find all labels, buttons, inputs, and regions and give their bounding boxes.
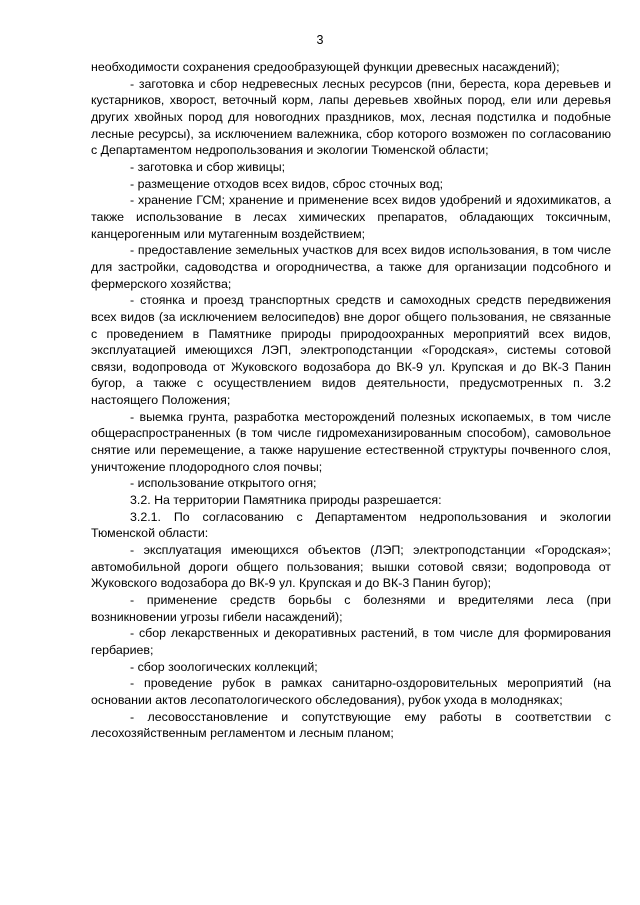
paragraph: - размещение отходов всех видов, сброс сточных вод;: [130, 176, 444, 191]
paragraph: - заготовка и сбор живицы;: [130, 159, 286, 174]
paragraph: - проведение рубок в рамках санитарно-оздоровительных мероприятий (на основании актов лесопатологического обследования), рубок ухода в молодняках;: [91, 676, 611, 707]
paragraph: - выемка грунта, разработка месторождений полезных ископаемых, в том числе общераспространенных (в том числе гидромеханизированным способом), самовольное снятие или перемещение, а также нарушение естественной структуры почвенного слоя, уничтожение плодородного слоя почвы;: [91, 409, 611, 474]
document-body: [91, 59, 611, 742]
paragraph: - хранение ГСМ; хранение и применение всех видов удобрений и ядохимикатов, а также использование в лесах химических препаратов, обладающих токсичным, канцерогенным или мутагенным воздействием;: [91, 193, 611, 241]
paragraph: - стоянка и проезд транспортных средств и самоходных средств передвижения всех видов (за исключением велосипедов) вне дорог общего пользования, не связанные с проведением в Памятнике природы природоохранных мероприятий всех видов, эксплуатацией имеющихся ЛЭП, электроподстанции «Городская», системы сотовой связи, водопровода от Жуковского водозабора до ВК-9 ул. Крупская и до ВК-3 Панин бугор, а также с осуществлением видов деятельности, предусмотренных п. 3.2 настоящего Положения;: [91, 293, 611, 408]
paragraph: - применение средств борьбы с болезнями и вредителями леса (при возникновении угрозы гибели насаждений);: [91, 593, 611, 624]
paragraph: необходимости сохранения средообразующей функции древесных насаждений);: [91, 60, 560, 74]
page-number: 3: [316, 33, 324, 47]
paragraph: - сбор лекарственных и декоративных растений, в том числе для формирования гербариев;: [91, 626, 611, 657]
paragraph: - предоставление земельных участков для всех видов использования, в том числе для застройки, садоводства и огородничества, а также для организации подсобного и фермерского хозяйства;: [91, 243, 611, 291]
paragraph: - заготовка и сбор недревесных лесных ресурсов (пни, береста, кора деревьев и кустарников, хворост, веточный корм, лапы деревьев хвойных пород, ели или деревья других хвойных пород для новогодних праздников, мох, лесная подстилка и подобные лесные ресурсы), за исключением валежника, сбор которого возможен по согласованию с Департаментом недропользования и экологии Тюменской области;: [91, 76, 611, 158]
paragraph: - лесовосстановление и сопутствующие ему работы в соответствии с лесохозяйственным регламентом и лесным планом;: [91, 709, 611, 741]
paragraph: - использование открытого огня;: [130, 476, 317, 491]
paragraph: - сбор зоологических коллекций;: [130, 659, 318, 674]
paragraph: 3.2. На территории Памятника природы разрешается:: [130, 493, 442, 508]
paragraph: 3.2.1. По согласованию с Департаментом недропользования и экологии Тюменской области:: [91, 509, 611, 541]
paragraph: - эксплуатация имеющихся объектов (ЛЭП; электроподстанции «Городская»; автомобильной дороги общего пользования; вышки сотовой связи; водопровода от Жуковского водозабора до ВК-9 ул. Крупская и до ВК-3 Панин бугор);: [91, 543, 611, 591]
